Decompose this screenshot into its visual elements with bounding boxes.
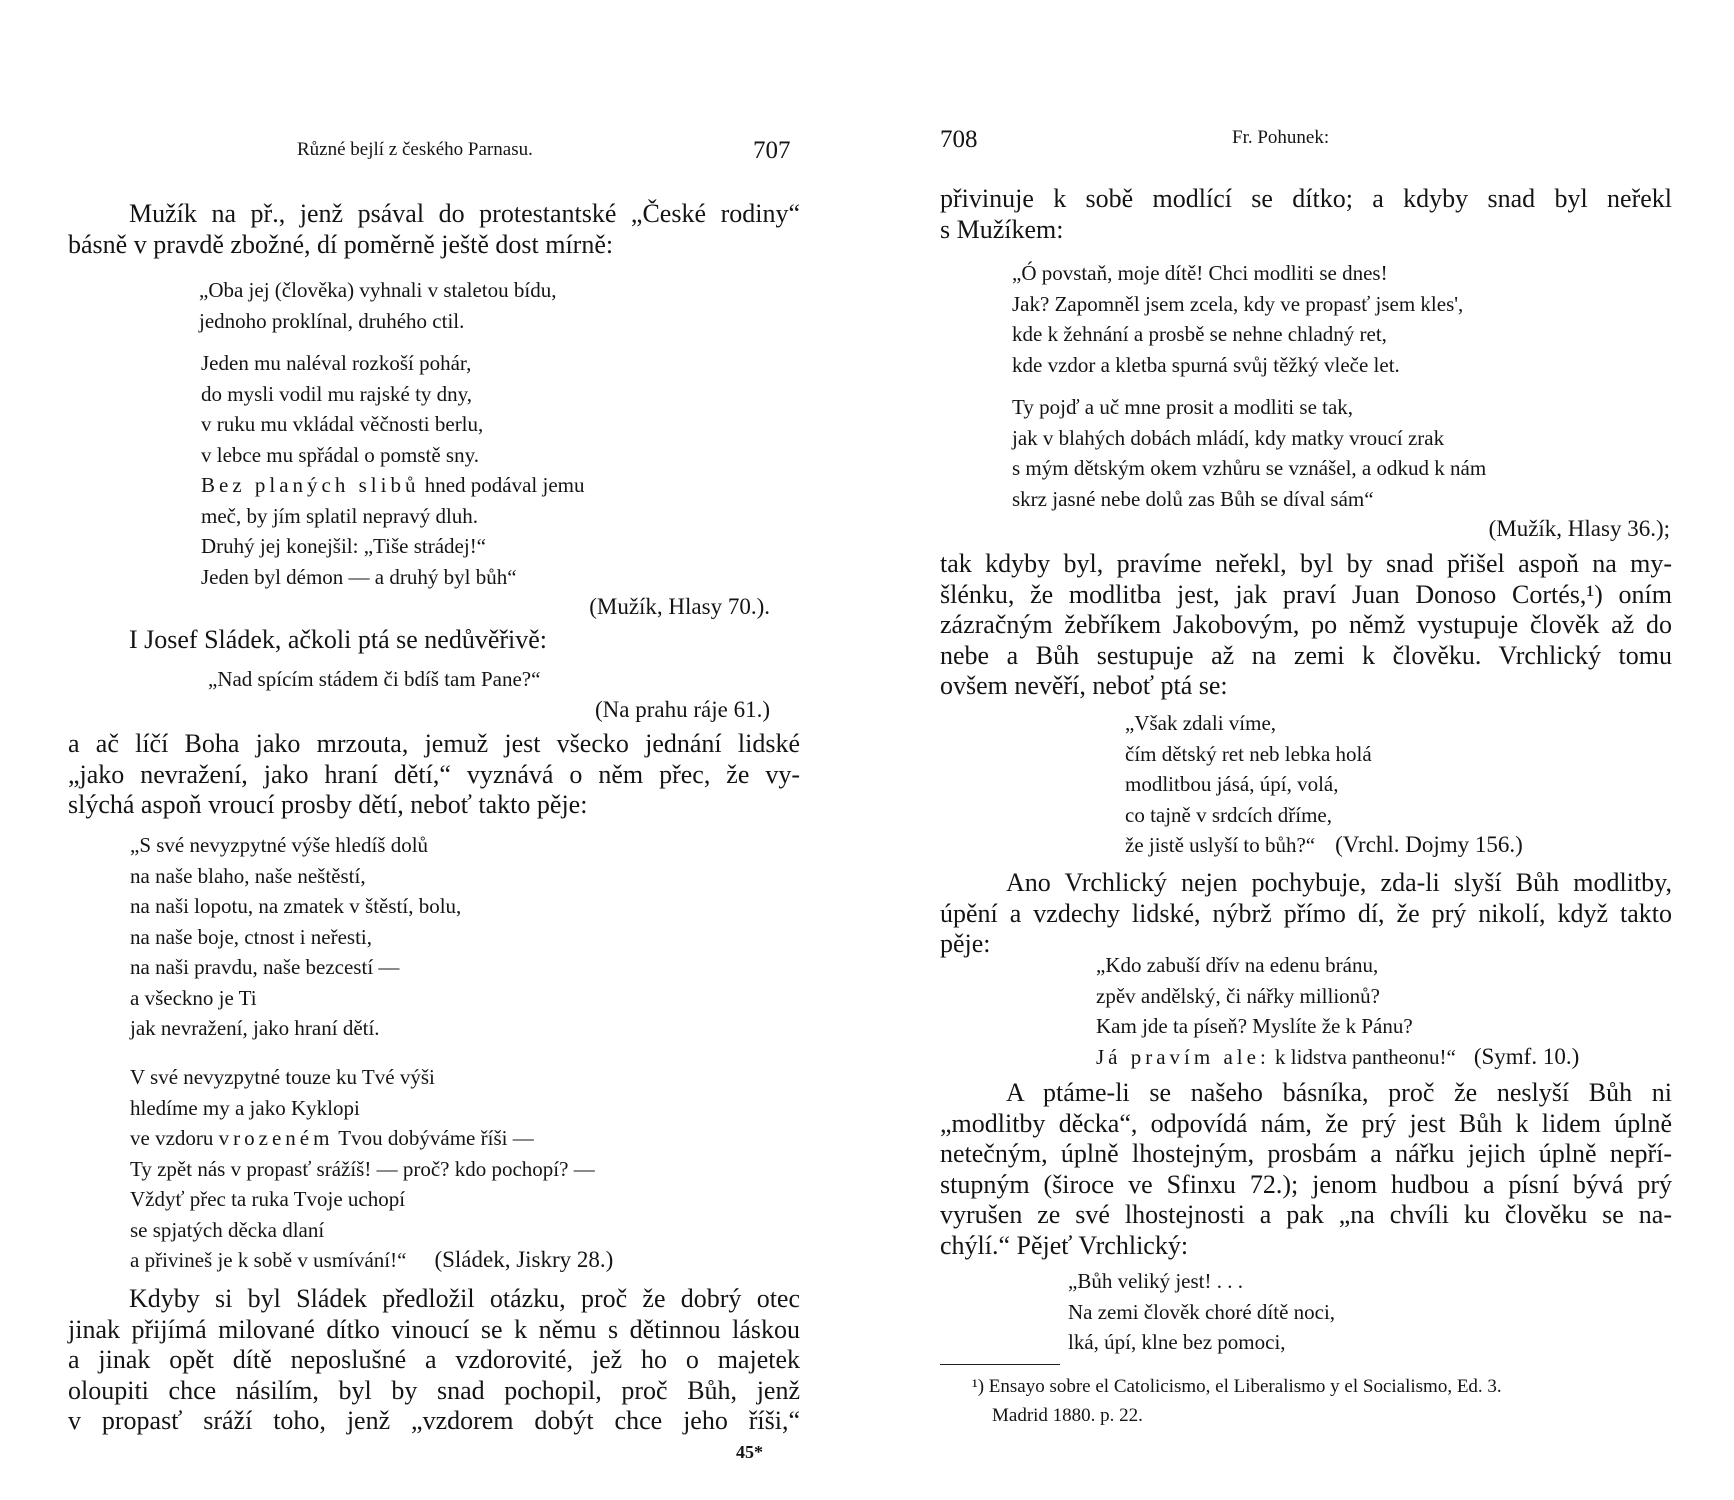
right-page bbox=[867, 0, 1734, 1500]
verse-stanza: „Oba jej (člověka) vyhnali v staletou bídu, jednoho proklínal, druhého ctil. bbox=[199, 278, 557, 333]
paragraph: Kdyby si byl Sládek předložil otázku, proč že dobrý otec jinak přijímá milované dítko vinoucí se k němu s dětinnou láskou a jinak opět dítě neposlušné a vzdorovité, jež ho o majetek oloupiti chce násilím, byl by snad pochopil, proč Bůh, jenž v propasť sráží toho, jenž „vzdorem dobýt chce jeho říši,“ bbox=[68, 1284, 800, 1436]
paragraph: a ač líčí Boha jako mrzouta, jemuž jest všecko jednání lidské „jako nevražení, jako hraní dětí,“ vyznává o něm přec, že vy- slýchá aspoň vroucí prosby dětí, neboť takto pěje: bbox=[68, 729, 800, 820]
citation: (Sládek, Jiskry 28.) bbox=[434, 1247, 614, 1272]
footnote-rule bbox=[940, 1364, 1060, 1365]
signature-mark: 45* bbox=[736, 1442, 763, 1462]
paragraph: A ptáme-li se našeho básníka, proč že neslyší Bůh ni „modlitby děcka“, odpovídá nám, že prý jest Bůh k lidem úplně netečným, úplně lhostejným, prosbám a nářku jejich úplně nepří- stupným (široce ve Sfinxu 72.); jenom hudbou a písní bývá prý vyrušen ze své lhostejnosti a pak „na chvíli ku člověku se na- chýlí.“ Pějeť Vrchlický: bbox=[940, 1078, 1672, 1260]
paragraph: Ano Vrchlický nejen pochybuje, zda-li slyší Bůh modlitby, úpění a vzdechy lidské, nýbrž přímo dí, že prý nikolí, když takto pěje: bbox=[940, 868, 1672, 959]
citation: (Mužík, Hlasy 70.). bbox=[589, 594, 770, 619]
running-header: Fr. Pohunek: bbox=[1232, 127, 1330, 148]
citation: (Symf. 10.) bbox=[1473, 1043, 1580, 1069]
paragraph: Mužík na př., jenž psával do protestantské „České rodiny“ básně v pravdě zbožné, dí poměrně ještě dost mírně: bbox=[68, 199, 800, 259]
citation: (Na prahu ráje 61.) bbox=[595, 697, 770, 722]
verse-stanza: „Ó povstaň, moje dítě! Chci modliti se dnes! Jak? Zapomněl jsem zcela, kdy ve propasť jsem kles', kde k žehnání a prosbě se nehne chladný ret, kde vzdor a kletba spurná svůj těžký vleče let. bbox=[1012, 261, 1464, 377]
quote-line: „Nad spícím stádem či bdíš tam Pane?“ bbox=[208, 667, 541, 691]
footnote: ¹) Ensayo sobre el Catolicismo, el Liberalismo y el Socialismo, Ed. 3. Madrid 1880. p. 22. bbox=[972, 1376, 1502, 1426]
page-number: 707 bbox=[753, 137, 791, 164]
paragraph: I Josef Sládek, ačkoli ptá se nedůvěřivě: bbox=[129, 625, 548, 654]
verse-stanza: „Bůh veliký jest! . . . Na zemi člověk choré dítě noci, lká, úpí, klne bez pomoci, bbox=[1068, 1269, 1336, 1354]
verse-stanza: „Kdo zabuší dřív na edenu bránu, zpěv andělský, či nářky millionů? Kam jde ta píseň? Myslíte že k Pánu? Já pravím ale: k lidstva pantheonu!“ (Symf. 10.) bbox=[1096, 953, 1580, 1069]
verse-stanza: „S své nevyzpytné výše hledíš dolů na naše blaho, naše neštěstí, na naši lopotu, na zmatek v štěstí, bolu, na naše boje, ctnost i neřesti, na naši pravdu, naše bezcestí — a všeckno je Ti jak nevražení, jako hraní dětí. bbox=[130, 833, 462, 1040]
citation: (Mužík, Hlasy 36.); bbox=[1488, 516, 1670, 541]
verse-stanza: Jeden mu naléval rozkoší pohár, do mysli vodil mu rajské ty dny, v ruku mu vkládal věčnosti berlu, v lebce mu spřádal o pomstě sny. Bez planých slibů hned podával jemu meč, by jím splatil nepravý dluh. Druhý jej konejšil: „Tiše strádej!“ Jeden byl démon — a druhý byl bůh“ bbox=[201, 351, 585, 589]
paragraph: přivinuje k sobě modlící se dítko; a kdyby snad byl neřekl s Mužíkem: bbox=[940, 184, 1672, 244]
verse-stanza: Ty pojď a uč mne prosit a modliti se tak, jak v blahých dobách mládí, kdy matky vroucí zrak s mým dětským okem vzhůru se vznášel, a odkud k nám skrz jasné nebe dolů zas Bůh se díval sám“ bbox=[1012, 395, 1487, 511]
verse-stanza: „Však zdali víme, čím dětský ret neb lebka holá modlitbou jásá, úpí, volá, co tajně v srdcích dříme, že jistě uslyší to bůh?“ (Vrchl. Dojmy 156.) bbox=[1125, 711, 1523, 857]
running-header: Různé bejlí z českého Parnasu. bbox=[297, 139, 533, 160]
page-number: 708 bbox=[940, 126, 978, 153]
citation: (Vrchl. Dojmy 156.) bbox=[1335, 832, 1523, 857]
verse-stanza: V své nevyzpytné touze ku Tvé výši hledíme my a jako Kyklopi ve vzdoru vrozeném Tvou dobýváme říši — Ty zpět nás v propasť srážíš! — proč? kdo pochopí? — Vždyť přec ta ruka Tvoje uchopí se spjatých děcka dlaní a přivineš je k sobě v usmívání!“ (Sládek, Jiskry 28.) bbox=[130, 1065, 614, 1272]
paragraph: tak kdyby byl, pravíme neřekl, byl by snad přišel aspoň na my- šlénku, že modlitba jest, jak praví Juan Donoso Cortés,¹) oním zázračným žebříkem Jakobovým, po němž vystupuje člověk až do nebe a Bůh sestupuje až na zemi k člověku. Vrchlický tomu ovšem nevěří, neboť ptá se: bbox=[940, 549, 1672, 701]
